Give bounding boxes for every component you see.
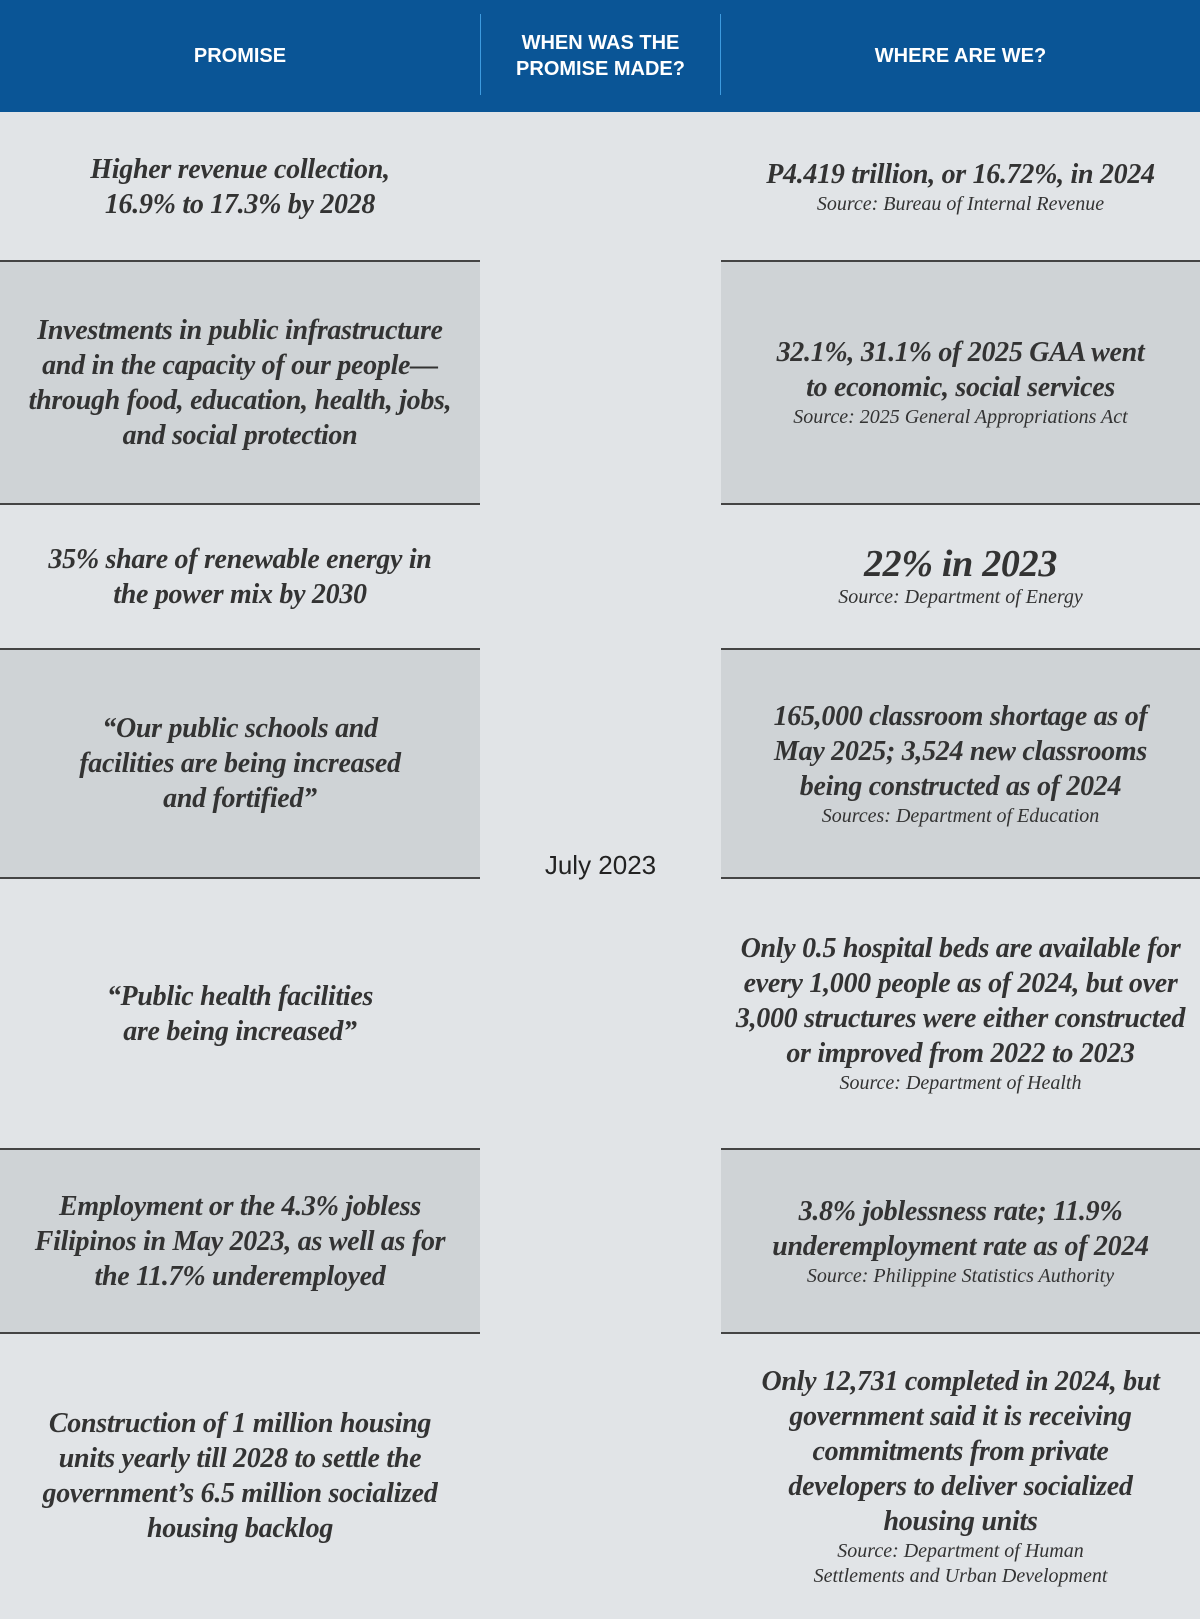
promise-date: July 2023 [544,850,657,880]
header-when: WHEN WAS THE PROMISE MADE? [516,32,685,80]
status-text: Only 12,731 completed in 2024, but government said it is receiving commitments from private developers to deliver socialized housing units [761,1365,1160,1537]
source-text: Source: Department of Human Settlements and Urban Development [813,1539,1108,1587]
status-text: Only 0.5 hospital beds are available for every 1,000 people as of 2024, but over 3,000 structures were either constructed or improved from 2022 to 2023 [735,933,1186,1069]
promise-text: Higher revenue collection, 16.9% to 17.3% by 2028 [90,153,390,220]
promise-text: “Our public schools and facilities are being increased and fortified” [79,713,401,814]
promise-text: Employment or the 4.3% jobless Filipinos in May 2023, as well as for the 11.7% underemployed [34,1190,446,1292]
table-header [0,0,1200,112]
source-text: Source: Philippine Statistics Authority [806,1264,1115,1287]
source-text: Source: Bureau of Internal Revenue [816,192,1105,215]
status-text: 165,000 classroom shortage as of May 2025; 3,524 new classrooms being constructed as of 2024 [773,700,1148,802]
status-text: 3.8% joblessness rate; 11.9% underemployment rate as of 2024 [772,1195,1149,1262]
promise-text: Construction of 1 million housing units yearly till 2028 to settle the government’s 6.5 million socialized housing backlog [42,1408,438,1544]
promise-text: Investments in public infrastructure and in the capacity of our people—through food, education, health, jobs, and social protection [28,314,452,451]
header-promise: PROMISE [193,45,287,67]
source-text: Source: Department of Energy [838,586,1083,608]
source-text: Source: 2025 General Appropriations Act [793,406,1128,428]
source-text: Sources: Department of Education [821,804,1100,827]
source-text: Source: Department of Health [839,1072,1082,1094]
status-text: 22% in 2023 [863,543,1058,585]
status-text: 32.1%, 31.1% of 2025 GAA went to economic, social services [776,337,1145,403]
promise-text: 35% share of renewable energy in the power mix by 2030 [48,543,432,610]
promise-text: “Public health facilities are being increased” [106,980,374,1047]
status-text: P4.419 trillion, or 16.72%, in 2024 [766,158,1155,190]
header-where: WHERE ARE WE? [874,45,1047,67]
